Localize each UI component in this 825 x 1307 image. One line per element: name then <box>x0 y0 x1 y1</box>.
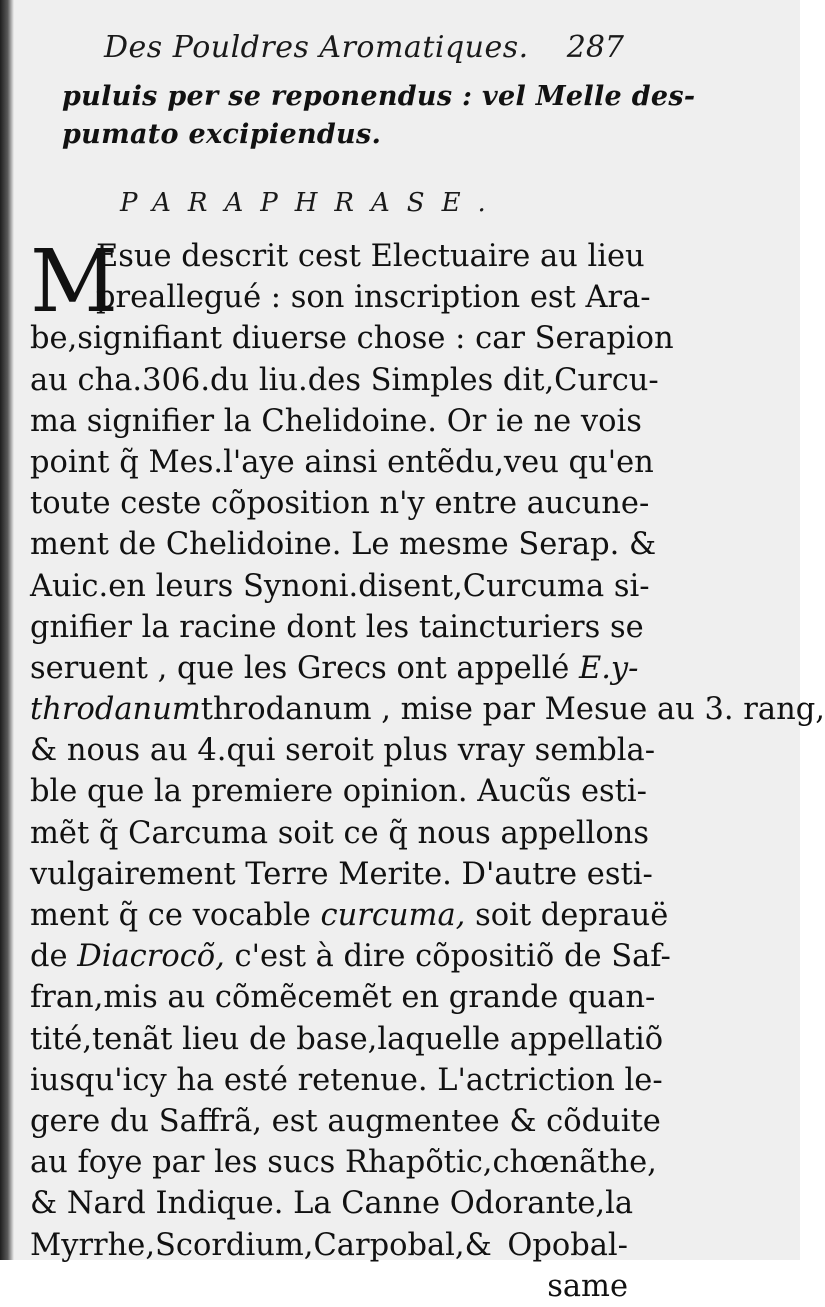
text-line: toute ceste cõposition n'y entre aucune- <box>30 486 650 522</box>
text-line <box>30 648 639 689</box>
italic-term: throdanum <box>30 692 201 728</box>
text-segment: c'est à dire cõpositiõ de Saf- <box>234 939 671 975</box>
binding-shadow <box>0 0 14 1260</box>
text-line: gere du Saffrã, est augmentee & cõduite <box>30 1103 661 1139</box>
page-number: 287 <box>566 30 624 65</box>
drop-cap: M <box>30 232 119 332</box>
text-line: ment de Chelidoine. Le mesme Serap. & <box>30 527 657 563</box>
text-segment: ment q̃ ce vocable <box>30 898 311 933</box>
text-line: & nous au 4.qui seroit plus vray sembla- <box>30 733 656 769</box>
text-line: fran,mis au cõmẽcemẽt en grande quan- <box>30 980 656 1016</box>
text-line <box>30 895 669 936</box>
text-line: iusqu'icy ha esté retenue. L'actriction le- <box>30 1062 663 1098</box>
text-line: Esue descrit cest Electuaire au lieu <box>96 239 645 274</box>
text-line: ble que la premiere opinion. Aucũs esti- <box>30 774 647 810</box>
text-line <box>30 936 671 977</box>
running-title: Des Pouldres Aromatiques. <box>104 30 529 65</box>
text-line: Auic.en leurs Synoni.disent,Curcuma si- <box>30 568 650 604</box>
text-line: & Nard Indique. La Canne Odorante,la <box>30 1186 634 1222</box>
body-text <box>30 232 825 1307</box>
catchword: same <box>547 1268 628 1304</box>
section-heading: PARAPHRASE. <box>120 188 503 218</box>
italic-term: Diacrocõ, <box>77 939 225 975</box>
formula-text <box>62 78 696 154</box>
text-line: mẽt q̃ Carcuma soit ce q̃ nous appellons <box>30 815 649 851</box>
text-line: ma signifier la Chelidoine. Or ie ne vois <box>30 403 642 439</box>
text-line: vulgairement Terre Merite. D'autre esti- <box>30 856 653 892</box>
text-line: tité,tenãt lieu de base,laquelle appellatiõ <box>30 1021 664 1057</box>
text-segment: de <box>30 939 68 975</box>
text-segment: soit deprauë <box>475 898 669 933</box>
text-segment: throdanum , mise par Mesue au 3. rang, <box>200 692 825 728</box>
text-segment: seruent , que les Grecs ont appellé <box>30 650 570 686</box>
text-line: point q̃ Mes.l'aye ainsi entẽdu,veu qu'en <box>30 444 654 480</box>
formula-line: pumato excipiendus. <box>62 119 382 150</box>
italic-term: E.y- <box>578 650 639 686</box>
text-line: au foye par les sucs Rhapõtic,chœnãthe, <box>30 1145 657 1181</box>
text-line: gnifier la racine dont les taincturiers se <box>30 609 644 645</box>
text-line <box>30 689 825 730</box>
text-line: be,signifiant diuerse chose : car Serapion <box>30 321 674 357</box>
formula-line: puluis per se reponendus : vel Melle des- <box>62 81 696 112</box>
page-header <box>104 26 624 76</box>
text-line: Myrrhe,Scordium,Carpobal,& Opobal- <box>30 1227 628 1263</box>
text-line: preallegué : son inscription est Ara- <box>96 280 651 316</box>
text-line: au cha.306.du liu.des Simples dit,Curcu- <box>30 362 659 398</box>
italic-term: curcuma, <box>320 898 466 933</box>
